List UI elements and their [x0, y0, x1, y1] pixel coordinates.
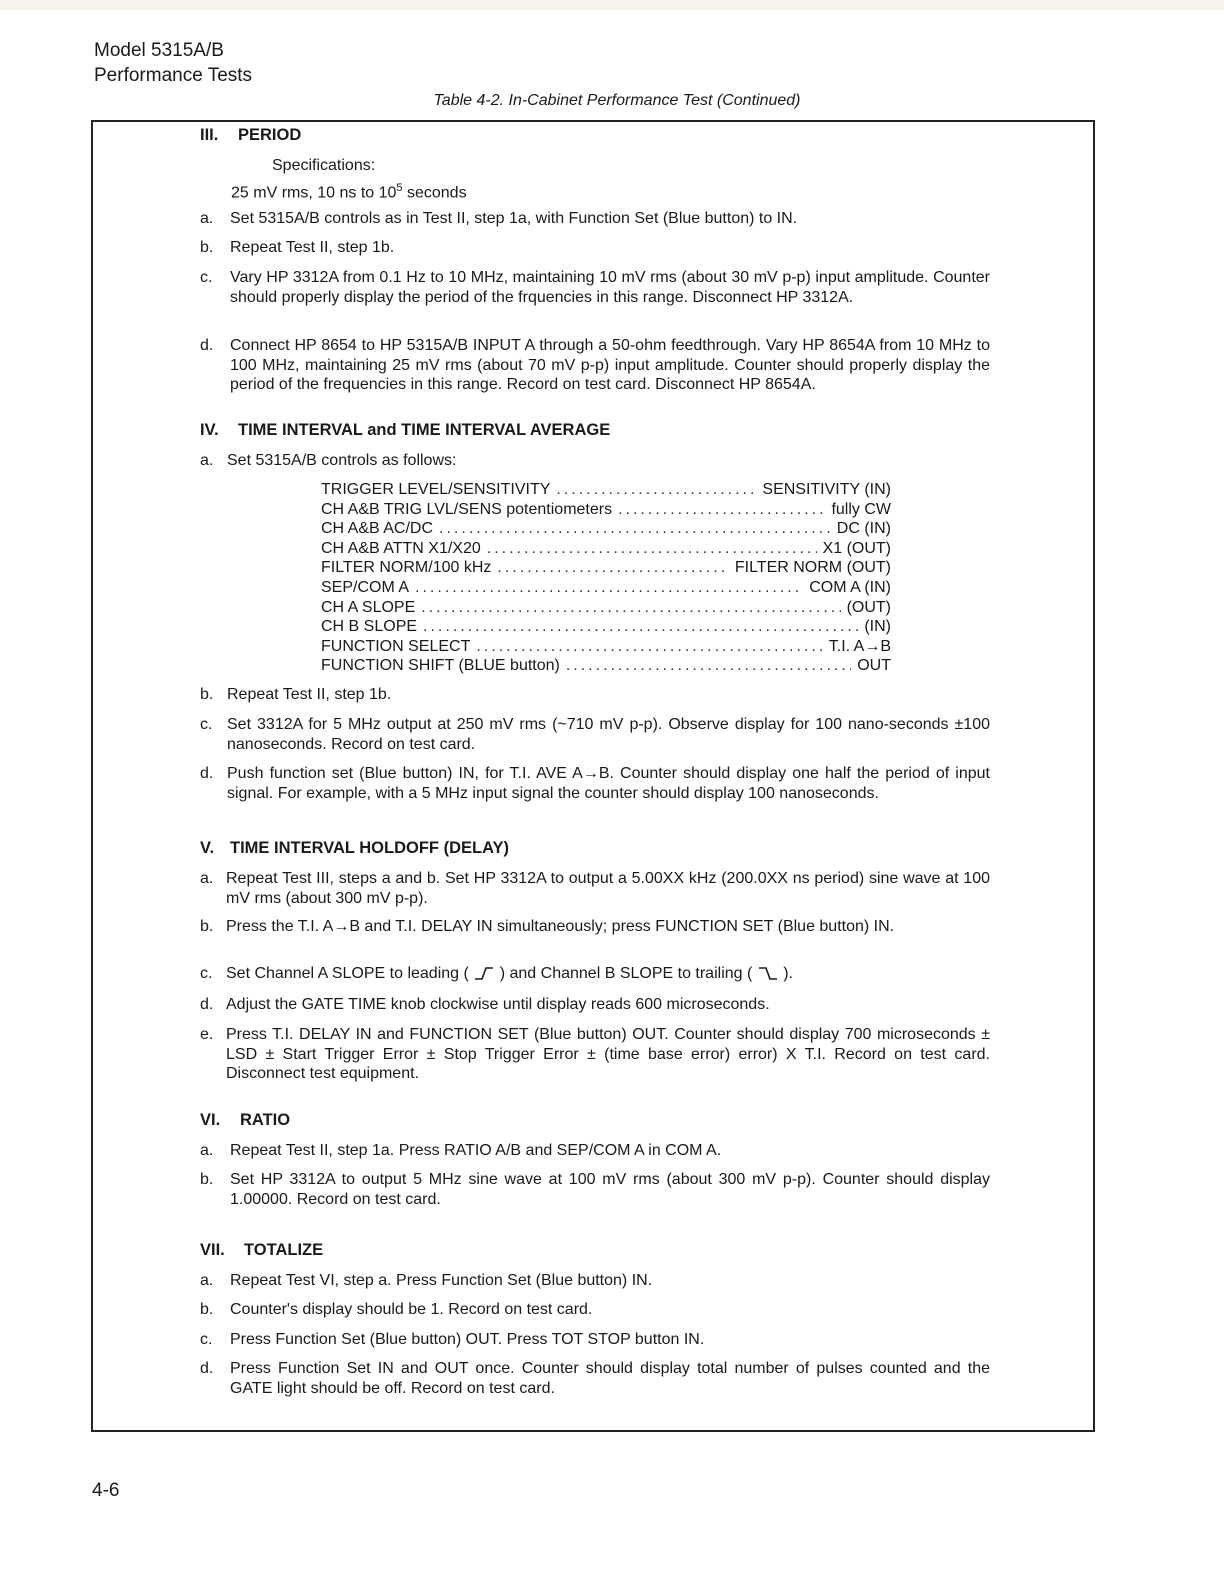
- step-text: Set 5315A/B controls as follows:: [227, 452, 457, 469]
- step-item: [200, 1330, 990, 1350]
- section-heading-time-interval: [200, 421, 610, 440]
- setting-row: [321, 656, 891, 676]
- step-letter: a.: [200, 1142, 214, 1159]
- step-item: [200, 685, 990, 705]
- setting-row: [321, 637, 891, 657]
- setting-name: CH A&B ATTN X1/X20: [321, 539, 481, 557]
- step-text: Repeat Test VI, step a. Press Function Set (Blue button) IN.: [230, 1272, 653, 1289]
- section-heading-period: [200, 126, 301, 145]
- step-text: Adjust the GATE TIME knob clockwise until display reads 600 microseconds.: [226, 996, 770, 1013]
- step-text: Counter's display should be 1. Record on test card.: [230, 1301, 593, 1318]
- leader-dots: [421, 598, 840, 618]
- setting-value: FILTER NORM (OUT): [734, 559, 891, 577]
- setting-name: TRIGGER LEVEL/SENSITIVITY: [321, 481, 551, 498]
- step-text: Set 3312A for 5 MHz output at 250 mV rms (~710 mV p-p). Observe display for 100 nano-seconds ±100 nanoseconds. Record on test card.: [227, 716, 990, 753]
- page-number: 4-6: [92, 1480, 120, 1501]
- leader-dots: [423, 617, 858, 637]
- step-item: [200, 1170, 990, 1209]
- step-letter: b.: [200, 1301, 214, 1318]
- leader-dots: [476, 637, 822, 657]
- step-letter: d.: [200, 996, 214, 1013]
- step-item: [200, 268, 990, 307]
- leader-dots: [439, 519, 831, 539]
- setting-row: [321, 558, 891, 578]
- model-label: Model 5315A/B: [94, 40, 224, 61]
- specifications-label: Specifications:: [272, 157, 376, 174]
- section-title: PERIOD: [238, 126, 302, 144]
- table-caption: Table 4-2. In-Cabinet Performance Test (Continued): [433, 92, 801, 109]
- spec-text-pre: 25 mV rms, 10 ns to 10: [231, 184, 397, 202]
- step-text: Repeat Test II, step 1b.: [230, 239, 395, 256]
- setting-value: (IN): [864, 618, 891, 636]
- step-letter: a.: [200, 452, 214, 469]
- step-item: [200, 1300, 990, 1320]
- step-letter: b.: [200, 1171, 214, 1188]
- step-letter: a.: [200, 1272, 214, 1289]
- step-letter: e.: [200, 1026, 214, 1043]
- step-item: [200, 715, 990, 754]
- step-text-part: ) and Channel B SLOPE to trailing (: [499, 965, 753, 982]
- section-heading-ratio: [200, 1111, 290, 1130]
- step-letter: c.: [200, 965, 213, 982]
- step-letter: c.: [200, 1331, 213, 1348]
- spec-text-post: seconds: [402, 184, 467, 202]
- step-text: Set 5315A/B controls as in Test II, step 1a, with Function Set (Blue button) to IN.: [230, 210, 798, 227]
- section-title: RATIO: [240, 1111, 291, 1129]
- step-letter: a.: [200, 210, 214, 227]
- step-letter: d.: [200, 765, 214, 782]
- setting-row: [321, 598, 891, 618]
- rising-edge-icon: [473, 965, 495, 981]
- setting-row: [321, 539, 891, 559]
- setting-name: CH A SLOPE: [321, 598, 416, 616]
- step-text: Repeat Test II, step 1a. Press RATIO A/B and SEP/COM A in COM A.: [230, 1142, 722, 1159]
- setting-row: [321, 480, 891, 500]
- section-title: TIME INTERVAL and TIME INTERVAL AVERAGE: [238, 421, 611, 439]
- step-text-part: Set Channel A SLOPE to leading (: [226, 965, 469, 982]
- step-letter: d.: [200, 1360, 214, 1377]
- setting-value: (OUT): [846, 598, 891, 616]
- section-heading-holdoff: [200, 839, 509, 858]
- setting-name: FUNCTION SHIFT (BLUE button): [321, 657, 560, 675]
- section-heading-totalize: [200, 1241, 323, 1260]
- setting-row: [321, 519, 891, 539]
- step-item: [200, 1359, 990, 1398]
- step-text: Connect HP 8654 to HP 5315A/B INPUT A through a 50-ohm feedthrough. Vary HP 8654A from 10 MHz to 100 MHz, maintaining 25 mV rms (about 70 mV p-p) input amplitude. Counter should properly display the period of the frequencies in this range. Record on test card. Disconnect HP 8654A.: [230, 337, 990, 393]
- setting-name: CH A&B AC/DC: [321, 520, 434, 538]
- leader-dots: [566, 656, 851, 676]
- leader-dots: [487, 539, 817, 559]
- section-title: TIME INTERVAL HOLDOFF (DELAY): [230, 839, 509, 857]
- step-letter: b.: [200, 918, 214, 935]
- setting-value: OUT: [857, 657, 891, 675]
- step-text: Set HP 3312A to output 5 MHz sine wave at 100 mV rms (about 300 mV p-p). Counter should display 1.00000. Record on test card.: [230, 1171, 990, 1208]
- leader-dots: [415, 578, 803, 598]
- step-text: Press T.I. DELAY IN and FUNCTION SET (Blue button) OUT. Counter should display 700 microseconds ± LSD ± Start Trigger Error ± Stop Trigger Error ± (time base error) error) X T.I. Record on test card. Disconnect test equipment.: [226, 1026, 990, 1082]
- step-letter: b.: [200, 686, 214, 703]
- section-number: V.: [200, 839, 215, 857]
- setting-name: SEP/COM A: [321, 578, 410, 596]
- section-label: Performance Tests: [94, 65, 253, 86]
- leader-dots: [618, 500, 825, 520]
- step-item: [200, 1141, 990, 1161]
- step-letter: c.: [200, 716, 213, 733]
- control-settings-list: [321, 480, 891, 676]
- step-letter: b.: [200, 239, 214, 256]
- step-text: Push function set (Blue button) IN, for T.I. AVE A→B. Counter should display one half the period of input signal. For example, with a 5 MHz input signal the counter should display 100 nanoseconds.: [227, 765, 990, 802]
- section-number: VII.: [200, 1241, 225, 1259]
- step-item: [200, 1025, 990, 1084]
- step-letter: a.: [200, 870, 214, 887]
- step-text: Press Function Set (Blue button) OUT. Press TOT STOP button IN.: [230, 1331, 705, 1348]
- step-item: [200, 451, 990, 471]
- setting-row: [321, 500, 891, 520]
- section-number: III.: [200, 126, 219, 144]
- section-number: VI.: [200, 1111, 221, 1129]
- step-text-part: ).: [783, 965, 793, 982]
- step-letter: c.: [200, 269, 213, 286]
- setting-row: [321, 617, 891, 637]
- setting-value: fully CW: [831, 500, 891, 518]
- spec-exponent: 5: [396, 182, 403, 194]
- step-text: Press Function Set IN and OUT once. Counter should display total number of pulses counted and the GATE light should be off. Record on test card.: [230, 1360, 990, 1397]
- leader-dots: [497, 558, 728, 578]
- step-item: [200, 964, 990, 984]
- step-item: [200, 1271, 990, 1291]
- step-item: [200, 336, 990, 395]
- leader-dots: [556, 480, 756, 500]
- step-item: [200, 238, 990, 258]
- specifications-text: [231, 179, 467, 203]
- setting-value: SENSITIVITY (IN): [762, 481, 891, 498]
- setting-row: [321, 578, 891, 598]
- step-text: Repeat Test II, step 1b.: [227, 686, 392, 703]
- step-item: [200, 995, 990, 1015]
- setting-name: CH A&B TRIG LVL/SENS potentiometers: [321, 500, 613, 518]
- page-header: [94, 38, 252, 88]
- step-text: Vary HP 3312A from 0.1 Hz to 10 MHz, maintaining 10 mV rms (about 30 mV p-p) input amplitude. Counter should properly display the period of the frquencies in this range. Disconnect HP 3312A.: [230, 269, 990, 306]
- setting-value: T.I. A→B: [828, 637, 891, 655]
- step-item: [200, 764, 990, 803]
- step-text: Repeat Test III, steps a and b. Set HP 3312A to output a 5.00XX kHz (200.0XX ns period) sine wave at 100 mV rms (about 300 mV p-p).: [226, 870, 990, 907]
- setting-value: X1 (OUT): [822, 539, 891, 557]
- step-text: Press the T.I. A→B and T.I. DELAY IN simultaneously; press FUNCTION SET (Blue button) IN.: [226, 918, 895, 935]
- setting-value: DC (IN): [836, 520, 891, 538]
- setting-name: FUNCTION SELECT: [321, 637, 471, 655]
- step-text: [226, 964, 990, 984]
- setting-name: FILTER NORM/100 kHz: [321, 559, 492, 577]
- page-top-band: [0, 0, 1224, 10]
- setting-value: COM A (IN): [809, 578, 891, 596]
- step-item: [200, 209, 990, 229]
- step-letter: d.: [200, 337, 214, 354]
- setting-name: CH B SLOPE: [321, 618, 418, 636]
- section-number: IV.: [200, 421, 219, 439]
- section-title: TOTALIZE: [244, 1241, 324, 1259]
- step-item: [200, 917, 990, 937]
- step-item: [200, 869, 990, 908]
- falling-edge-icon: [757, 965, 779, 981]
